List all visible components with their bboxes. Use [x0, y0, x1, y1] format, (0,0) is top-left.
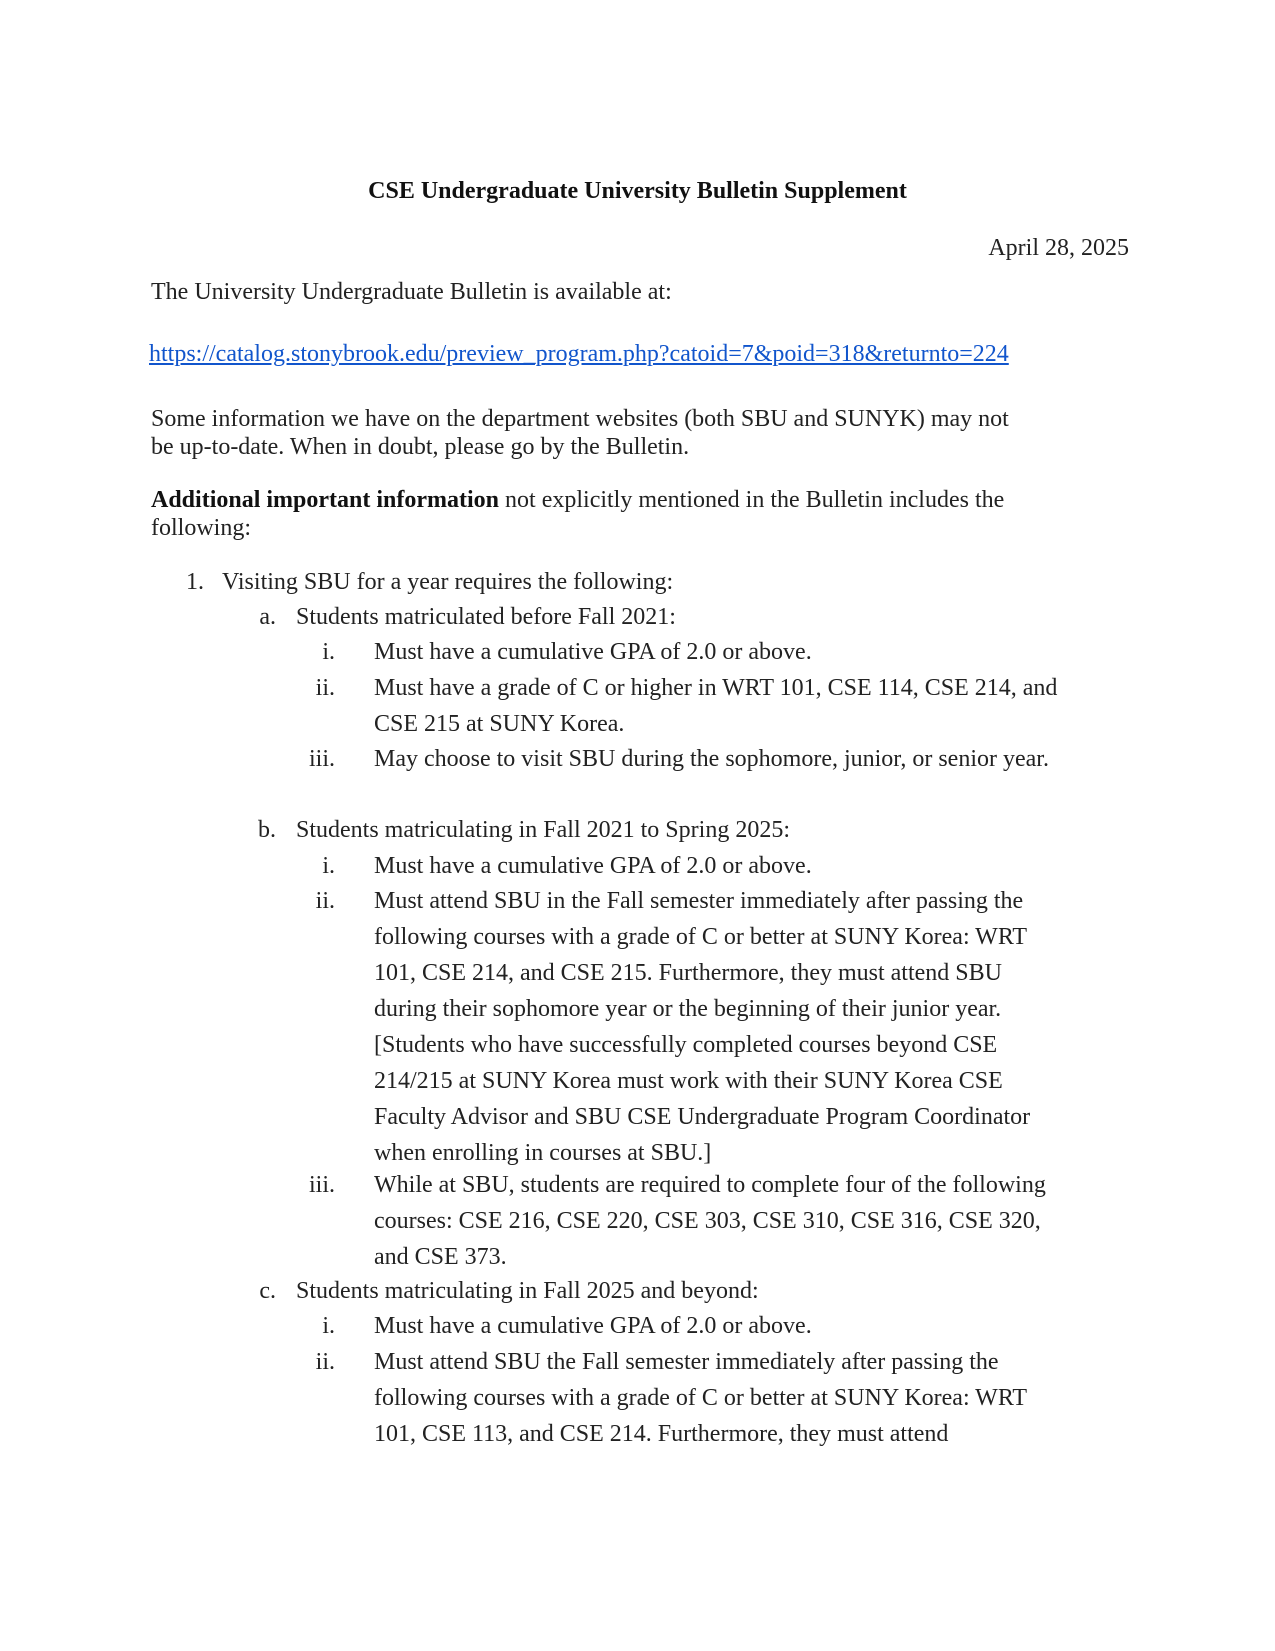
list-item-1: Visiting SBU for a year requires the following: [222, 569, 674, 595]
list-marker-a-ii: ii. [315, 675, 335, 701]
list-item-c-ii: Must attend SBU the Fall semester immediately after passing the following courses with a grade of C or better at SUNY Korea: WRT 101, CSE 113, and CSE 214. Furthermore, they must attend [374, 1349, 1027, 1447]
list-item-b-iii: While at SBU, students are required to complete four of the following courses: CSE 216, CSE 220, CSE 303, CSE 310, CSE 316, CSE 320, and CSE 373. [374, 1172, 1046, 1270]
list-marker-1: 1. [186, 569, 204, 595]
list-item-c: Students matriculating in Fall 2025 and beyond: [296, 1278, 759, 1304]
additional-info-text: not explicitly mentioned in the Bulletin includes the following: [151, 487, 1005, 541]
list-marker-b-i: i. [322, 853, 335, 879]
intro-paragraph: The University Undergraduate Bulletin is available at: [151, 279, 672, 305]
list-item-c-i: Must have a cumulative GPA of 2.0 or above. [374, 1313, 812, 1339]
list-item-b: Students matriculating in Fall 2021 to Spring 2025: [296, 817, 790, 843]
additional-info-paragraph [151, 486, 1031, 542]
list-item-a-iii: May choose to visit SBU during the sophomore, junior, or senior year. [374, 746, 1049, 772]
additional-info-bold: Additional important information [151, 487, 500, 513]
bulletin-link[interactable]: https://catalog.stonybrook.edu/preview_program.php?catoid=7&poid=318&returnto=224 [149, 341, 1009, 367]
list-marker-a: a. [259, 604, 276, 630]
list-marker-c-i: i. [322, 1313, 335, 1339]
list-marker-b-ii: ii. [315, 888, 335, 914]
document-date: April 28, 2025 [988, 235, 1129, 261]
document-title: CSE Undergraduate University Bulletin Supplement [368, 178, 907, 204]
list-marker-b: b. [258, 817, 276, 843]
list-item-a-i: Must have a cumulative GPA of 2.0 or above. [374, 639, 812, 665]
list-item-a: Students matriculated before Fall 2021: [296, 604, 676, 630]
note-paragraph: Some information we have on the department websites (both SBU and SUNYK) may not be up-to-date. When in doubt, please go by the Bulletin. [151, 406, 1009, 460]
list-marker-c: c. [259, 1278, 276, 1304]
list-item-a-ii: Must have a grade of C or higher in WRT 101, CSE 114, CSE 214, and CSE 215 at SUNY Korea. [374, 675, 1058, 737]
bulletin-link-paragraph [149, 340, 1049, 368]
list-marker-b-iii: iii. [308, 1172, 335, 1198]
list-marker-c-ii: ii. [315, 1349, 335, 1375]
list-item-b-i: Must have a cumulative GPA of 2.0 or above. [374, 853, 812, 879]
list-item-b-ii: Must attend SBU in the Fall semester immediately after passing the following courses with a grade of C or better at SUNY Korea: WRT 101, CSE 214, and CSE 215. Furthermore, they must attend SBU during their sophomore year or the beginning of their junior year. [Students who have successfully completed courses beyond CSE 214/215 at SUNY Korea must work with their SUNY Korea CSE Faculty Advisor and SBU CSE Undergraduate Program Coordinator when enrolling in courses at SBU.] [374, 888, 1031, 1166]
list-marker-a-i: i. [322, 639, 335, 665]
list-marker-a-iii: iii. [308, 746, 335, 772]
